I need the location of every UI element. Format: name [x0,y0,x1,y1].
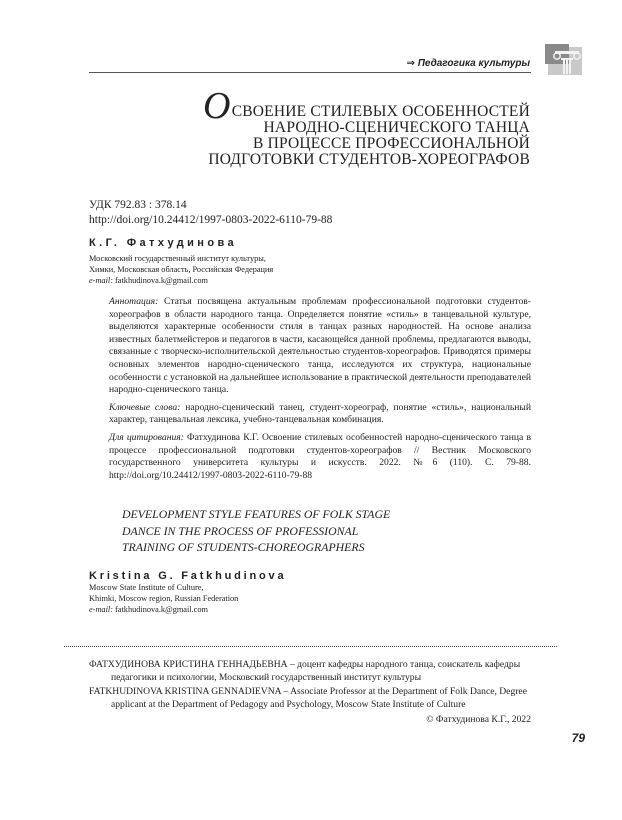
header-rule [89,72,531,73]
author-bio-en: FATKHUDINOVA KRISTINA GENNADIEVNA – Associate Professor at the Department of Folk Dance, Degree applicant at the Department of Pedagogy and Psychology, Moscow State Institute of Culture [89,686,527,710]
copyright: © Фатхудинова К.Г., 2022 [426,714,531,725]
author-bio-ru: ФАТХУДИНОВА КРИСТИНА ГЕННАДЬЕВНА – доцент кафедры народного танца, соискатель кафедры педагогики и психологии, Московский государственный институт культуры [89,659,521,683]
running-header [407,58,530,69]
dotted-divider [64,646,557,647]
ionic-column-icon [545,44,585,78]
udk-code: УДК 792.83 : 378.14 [89,199,187,211]
title-line-3: В ПРОЦЕССЕ ПРОФЕССИОНАЛЬНОЙ [252,135,530,152]
article-title-ru [110,85,530,168]
title-line-2: НАРОДНО-СЦЕНИЧЕСКОГО ТАНЦА [263,119,530,136]
author-affiliation-ru: Московский государственный институт культуры, Химки, Московская область, Российская Федерация e-mail: fatkhudinova.k@gmail.com [89,254,274,285]
title-line-4: ПОДГОТОВКИ СТУДЕНТОВ-ХОРЕОГРАФОВ [208,151,530,168]
author-name-en: Kristina G. Fatkhudinova [89,570,287,582]
title-line-1: ОСВОЕНИЕ СТИЛЕВЫХ ОСОБЕННОСТЕЙ [203,85,530,127]
section-name: Педагогика культуры [417,58,530,69]
udk-block [89,198,332,228]
author-affiliation-en: Moscow State Institute of Culture, Khimki, Moscow region, Russian Federation e-mail: fatkhudinova.k@gmail.com [89,583,239,614]
author-email-ru[interactable]: fatkhudinova.k@gmail.com [115,275,208,285]
author-name-ru: К.Г. Фатхудинова [89,237,237,249]
arrow-icon: ⇒ [406,58,415,69]
title-initial: О [203,85,231,127]
keywords: Ключевые слова: народно-сценический танец, студент-хореограф, понятие «стиль», национальный характер, танцевальная лексика, учебно-танцевальная комбинация. [109,401,532,426]
abstract-block [109,296,531,487]
abstract: Аннотация: Статья посвящена актуальным проблемам профессиональной подготовки студентов-хореографов в области народного танца. Определяется понятие «стиль» в танцевальной культуре, выделяются характерные особенности стиля в танцах разных народностей. На основе анализа известных балетмейстеров и педагогов в части, касающейся данной проблемы, предлагаются выводы, связанные с творческо-исполнительской деятельностью студентов-хореографов. Приводятся примеры основных элементов народно-сценического танца, исследуются их структура, национальные особенности с установкой на дальнейшее использование в практической деятельности преподавателей народно-сценического танца. [109,296,531,396]
article-title-en: DEVELOPMENT STYLE FEATURES OF FOLK STAGE DANCE IN THE PROCESS OF PROFESSIONAL TRAINING OF STUDENTS-CHOREOGRAPHERS [122,507,391,554]
author-email-en[interactable]: fatkhudinova.k@gmail.com [115,604,208,614]
citation: Для цитирования: Фатхудинова К.Г. Освоение стилевых особенностей народно-сценического танца в процессе профессиональной подготовки студентов-хореографов // Вестник Московского государственного университета культуры и искусств. 2022. №6 (110). С. 79-88. http://doi.org/10.24412/1997-0803-2022-6110-79-88 [109,431,531,481]
doi-link[interactable]: http://doi.org/10.24412/1997-0803-2022-6110-79-88 [89,214,333,226]
page-number: 79 [571,731,585,745]
